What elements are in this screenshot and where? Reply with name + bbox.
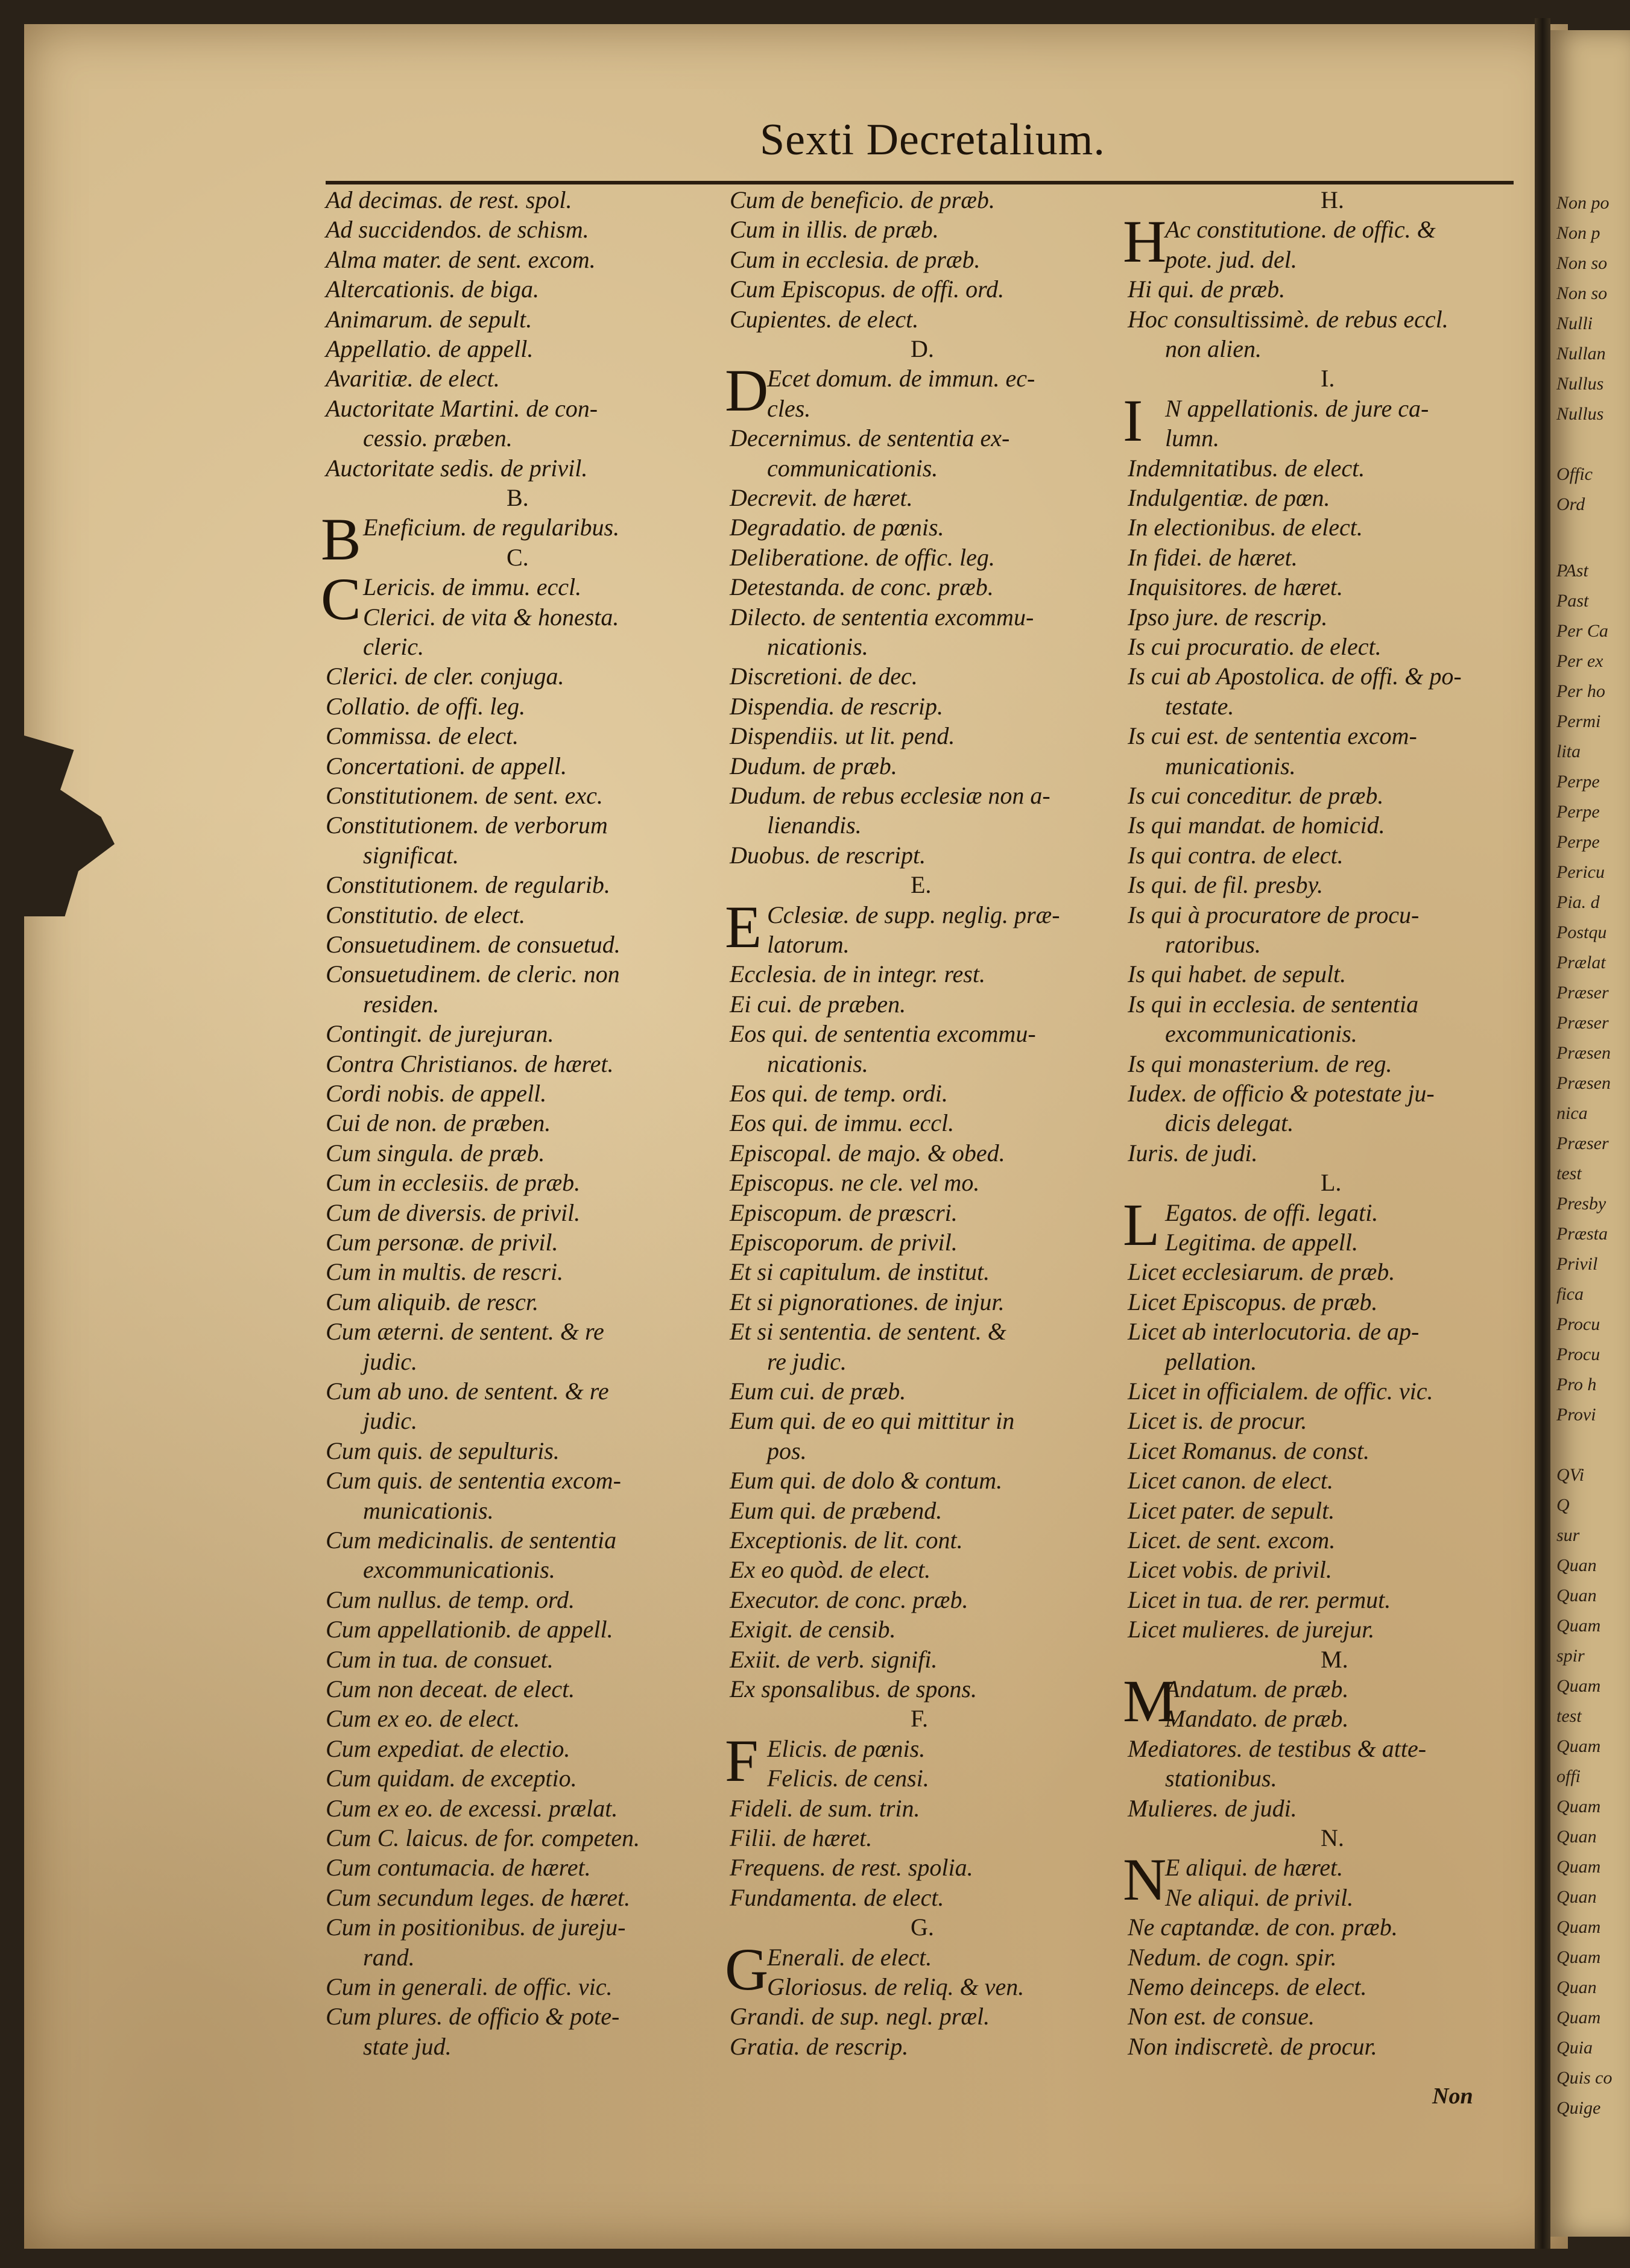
facing-page-text: Quam <box>1556 2008 1601 2027</box>
section-letter: H. <box>1321 186 1344 213</box>
index-entry: Exiit. de verb. signifi. <box>730 1645 938 1673</box>
index-entry: Mulieres. de judi. <box>1128 1794 1297 1822</box>
facing-page-text: spir <box>1556 1646 1585 1666</box>
section-letter: I. <box>1321 365 1335 392</box>
section-letter: C. <box>507 543 529 571</box>
index-entry: Licet in officialem. de offic. vic. <box>1128 1378 1433 1405</box>
index-entry: Cclesiæ. de supp. neglig. præ- <box>767 901 1060 928</box>
index-entry: Eum qui. de dolo & contum. <box>730 1467 1003 1495</box>
index-entry: Licet vobis. de privil. <box>1128 1556 1332 1584</box>
facing-page-text: Non po <box>1556 193 1609 213</box>
index-entry: Hoc consultissimè. de rebus eccl. <box>1128 305 1448 333</box>
index-entry: Commissa. de elect. <box>326 722 519 750</box>
facing-page-text: Per ho <box>1556 681 1605 701</box>
index-entry: Inquisitores. de hæret. <box>1128 573 1344 601</box>
index-entry: Ad decimas. de rest. spol. <box>326 186 572 213</box>
facing-page-text: Quam <box>1556 1736 1601 1756</box>
index-entry: Lericis. de immu. eccl. <box>363 573 582 601</box>
index-entry: Cum Episcopus. de offi. ord. <box>730 276 1005 303</box>
index-entry: Episcoporum. de privil. <box>730 1229 958 1256</box>
facing-page-text: test <box>1556 1164 1582 1183</box>
index-entry: Episcopum. de præscri. <box>730 1199 958 1226</box>
facing-page-text: lita <box>1556 742 1581 761</box>
drop-capital: H <box>1123 208 1167 276</box>
index-entry: Cum ex eo. de elect. <box>326 1705 520 1733</box>
index-entry: judic. <box>363 1347 417 1375</box>
index-entry: Cum singula. de præb. <box>326 1139 545 1167</box>
index-entry: Cum ab uno. de sentent. & re <box>326 1378 609 1405</box>
index-entry: lienandis. <box>767 811 862 839</box>
index-entry: Is qui contra. de elect. <box>1128 841 1344 869</box>
index-entry: Mediatores. de testibus & atte- <box>1128 1734 1427 1762</box>
index-entry: Licet mulieres. de jurejur. <box>1128 1616 1375 1643</box>
index-entry: Contra Christianos. de hæret. <box>326 1050 614 1077</box>
drop-capital: E <box>725 893 762 960</box>
index-entry: Cum ex eo. de excessi. prælat. <box>326 1794 618 1822</box>
index-entry: Fundamenta. de elect. <box>730 1883 944 1911</box>
index-entry: Licet is. de procur. <box>1128 1407 1307 1435</box>
index-entry: Constitutio. de elect. <box>326 901 526 928</box>
index-entry: judic. <box>363 1407 417 1435</box>
index-entry: Exceptionis. de lit. cont. <box>730 1526 963 1554</box>
index-entry: Deliberatione. de offic. leg. <box>730 543 995 571</box>
facing-page-text: Past <box>1556 591 1589 611</box>
index-entry: Gratia. de rescrip. <box>730 2032 909 2060</box>
facing-page-text: offi <box>1556 1766 1581 1786</box>
index-entry: Cui de non. de præben. <box>326 1109 551 1137</box>
index-entry: Mandato. de præb. <box>1165 1705 1349 1733</box>
index-entry: Concertationi. de appell. <box>326 752 567 780</box>
index-entry: Is cui est. de sententia excom- <box>1128 722 1417 750</box>
index-entry: latorum. <box>767 931 850 958</box>
index-entry: Dispendia. de rescrip. <box>730 692 944 720</box>
facing-page-text: Quan <box>1556 1586 1597 1605</box>
index-entry: Is cui procuratio. de elect. <box>1128 633 1382 660</box>
facing-page-text: sur <box>1556 1525 1580 1545</box>
index-entry: pos. <box>767 1437 807 1464</box>
index-entry: Cum medicinalis. de sententia <box>326 1526 617 1554</box>
facing-page-text: Quam <box>1556 1797 1601 1816</box>
facing-page-text: Quan <box>1556 1827 1597 1847</box>
index-entry: Episcopal. de majo. & obed. <box>730 1139 1005 1167</box>
index-entry: municationis. <box>363 1496 494 1524</box>
facing-page-text: Præser <box>1556 1133 1609 1153</box>
index-entry: Cum C. laicus. de for. competen. <box>326 1824 640 1851</box>
index-entry: communicationis. <box>767 454 938 482</box>
index-entry: cessio. præben. <box>363 424 513 452</box>
index-entry: Clerici. de cler. conjuga. <box>326 663 564 690</box>
index-entry: Is cui ab Apostolica. de offi. & po- <box>1128 663 1462 690</box>
index-entry: Cum in illis. de præb. <box>730 216 939 244</box>
facing-page-text: Quia <box>1556 2038 1593 2058</box>
facing-page-text: Pia. d <box>1556 892 1600 912</box>
index-entry: Degradatio. de pœnis. <box>730 514 944 541</box>
index-entry: stationibus. <box>1165 1765 1277 1792</box>
index-entry: Elicis. de pœnis. <box>767 1734 926 1762</box>
facing-page-text: Non so <box>1556 283 1608 303</box>
index-entry: Is qui mandat. de homicid. <box>1128 811 1385 839</box>
index-entry: Cupientes. de elect. <box>730 305 919 333</box>
index-entry: Enerali. de elect. <box>767 1943 932 1971</box>
index-entry: non alien. <box>1165 335 1262 362</box>
index-entry: Licet. de sent. excom. <box>1128 1526 1336 1554</box>
index-entry: Frequens. de rest. spolia. <box>730 1854 973 1882</box>
index-entry: Consuetudinem. de cleric. non <box>326 960 620 988</box>
facing-page-text: Per Ca <box>1556 621 1608 641</box>
index-entry: cles. <box>767 394 811 422</box>
facing-page-text: Quam <box>1556 1616 1601 1636</box>
facing-page-text: Perpe <box>1556 832 1600 852</box>
index-entry: Ad succidendos. de schism. <box>326 216 589 244</box>
facing-page-text: Præser <box>1556 1013 1609 1033</box>
drop-capital: D <box>725 357 769 424</box>
index-entry: Cum personæ. de privil. <box>326 1229 558 1256</box>
index-entry: nicationis. <box>767 1050 868 1077</box>
index-entry: Collatio. de offi. leg. <box>326 692 526 720</box>
index-entry: Filii. de hæret. <box>730 1824 873 1851</box>
index-entry: Et si sententia. de sentent. & <box>730 1318 1006 1346</box>
index-entry: Cum appellationib. de appell. <box>326 1616 613 1643</box>
index-entry: Licet in tua. de rer. permut. <box>1128 1586 1391 1613</box>
facing-page-text: Præser <box>1556 983 1609 1003</box>
index-entry: Is qui in ecclesia. de sententia <box>1128 990 1419 1018</box>
index-entry: Ex eo quòd. de elect. <box>730 1556 931 1584</box>
facing-page-text: Quige <box>1556 2098 1601 2118</box>
section-letter: B. <box>507 484 529 511</box>
index-entry: Executor. de conc. præb. <box>730 1586 968 1613</box>
drop-capital: B <box>321 506 361 573</box>
drop-capital: C <box>321 565 361 633</box>
index-entry: Cum æterni. de sentent. & re <box>326 1318 604 1346</box>
facing-page-text: Nullus <box>1556 404 1604 424</box>
facing-page-text: Nullus <box>1556 374 1604 394</box>
index-entry: In electionibus. de elect. <box>1128 514 1363 541</box>
index-entry: Ne captandæ. de con. præb. <box>1128 1914 1398 1941</box>
facing-page-text: Privil <box>1556 1254 1598 1274</box>
index-entry: Cum quis. de sepulturis. <box>326 1437 560 1464</box>
index-entry: Auctoritate Martini. de con- <box>326 394 598 422</box>
drop-capital: N <box>1123 1846 1167 1914</box>
index-entry: rand. <box>363 1943 415 1971</box>
facing-page-text: Quam <box>1556 1917 1601 1937</box>
index-entry: Licet Romanus. de const. <box>1128 1437 1370 1464</box>
index-entry: testate. <box>1165 692 1234 720</box>
index-entry: Dudum. de rebus ecclesiæ non a- <box>730 782 1050 809</box>
index-entry: Cum secundum leges. de hæret. <box>326 1883 631 1911</box>
index-entry: Nedum. de cogn. spir. <box>1128 1943 1337 1971</box>
index-entry: Ecet domum. de immun. ec- <box>767 365 1035 392</box>
section-letter: N. <box>1321 1824 1344 1851</box>
drop-capital: I <box>1123 386 1143 454</box>
index-entry: Fideli. de sum. trin. <box>730 1794 920 1822</box>
index-entry: excommunicationis. <box>363 1556 555 1584</box>
index-entry: Avaritiæ. de elect. <box>326 365 500 392</box>
index-entry: Cum in positionibus. de jureju- <box>326 1914 626 1941</box>
drop-capital: G <box>725 1935 769 2003</box>
index-entry: Non indiscretè. de procur. <box>1128 2032 1377 2060</box>
index-entry: residen. <box>363 990 440 1018</box>
index-entry: In fidei. de hæret. <box>1128 543 1298 571</box>
index-entry: Andatum. de præb. <box>1165 1675 1349 1703</box>
index-entry: municationis. <box>1165 752 1296 780</box>
index-entry: Et si capitulum. de institut. <box>730 1258 990 1286</box>
index-entry: Eum qui. de præbend. <box>730 1496 943 1524</box>
drop-capital: M <box>1123 1668 1177 1734</box>
facing-page-text: Per ex <box>1556 651 1603 671</box>
facing-page-text: Q <box>1556 1495 1570 1515</box>
index-entry: Alma mater. de sent. excom. <box>326 245 596 273</box>
facing-page-text: Postqu <box>1556 922 1607 942</box>
index-entry: cleric. <box>363 633 425 660</box>
index-entry: Decernimus. de sententia ex- <box>730 424 1010 452</box>
facing-page-text: Nulli <box>1556 313 1593 333</box>
index-entry: Indemnitatibus. de elect. <box>1128 454 1365 482</box>
index-entry: Cum in ecclesia. de præb. <box>730 245 981 273</box>
index-entry: Cum aliquib. de rescr. <box>326 1288 539 1315</box>
index-entry: Is qui. de fil. presby. <box>1128 871 1324 899</box>
index-entry: Grandi. de sup. negl. præl. <box>730 2003 990 2030</box>
facing-page-text: Procu <box>1556 1314 1600 1334</box>
index-entry: Cum in multis. de rescri. <box>326 1258 564 1286</box>
running-head: Sexti Decretalium. <box>760 115 1105 165</box>
index-entry: lumn. <box>1165 424 1219 452</box>
index-entry: Is qui monasterium. de reg. <box>1128 1050 1392 1077</box>
index-entry: pellation. <box>1165 1347 1257 1375</box>
index-entry: Clerici. de vita & honesta. <box>363 603 619 631</box>
index-entry: Duobus. de rescript. <box>730 841 926 869</box>
index-entry: Contingit. de jurejuran. <box>326 1020 554 1048</box>
index-entry: dicis delegat. <box>1165 1109 1294 1137</box>
facing-page-text: Perpe <box>1556 802 1600 822</box>
section-letter: F. <box>911 1705 929 1733</box>
facing-page-text: QVi <box>1556 1465 1585 1485</box>
index-entry: Cum de beneficio. de præb. <box>730 186 995 213</box>
index-entry: Altercationis. de biga. <box>326 276 540 303</box>
section-letter: D. <box>911 335 934 362</box>
index-entry: Ecclesia. de in integr. rest. <box>730 960 985 988</box>
facing-page-text: Ord <box>1556 494 1585 514</box>
index-entry: excommunicationis. <box>1165 1020 1357 1048</box>
index-entry: Gloriosus. de reliq. & ven. <box>767 1973 1025 2000</box>
index-entry: nicationis. <box>767 633 868 660</box>
index-entry: Non est. de consue. <box>1128 2003 1315 2030</box>
index-entry: Cum quidam. de exceptio. <box>326 1765 577 1792</box>
index-entry: Licet ecclesiarum. de præb. <box>1128 1258 1395 1286</box>
index-entry: Is qui habet. de sepult. <box>1128 960 1347 988</box>
index-entry: Licet ab interlocutoria. de ap- <box>1128 1318 1420 1346</box>
facing-page-text: test <box>1556 1706 1582 1726</box>
index-entry: Cum plures. de officio & pote- <box>326 2003 620 2030</box>
index-entry: Constitutionem. de verborum <box>326 811 608 839</box>
index-entry: Ei cui. de præben. <box>730 990 906 1018</box>
facing-page-text: PAst <box>1556 561 1588 581</box>
index-entry: Constitutionem. de sent. exc. <box>326 782 603 809</box>
index-entry: Eos qui. de sententia excommu- <box>730 1020 1036 1048</box>
facing-page-text: Permi <box>1556 711 1601 731</box>
facing-page-text: Procu <box>1556 1344 1600 1364</box>
facing-page-text: Provi <box>1556 1405 1596 1425</box>
index-entry: Licet canon. de elect. <box>1128 1467 1333 1495</box>
facing-page-text: Præsen <box>1556 1073 1611 1093</box>
index-entry: Cum in tua. de consuet. <box>326 1645 554 1673</box>
facing-page-text: Præsta <box>1556 1224 1608 1244</box>
facing-page-text: Non so <box>1556 253 1608 273</box>
facing-page-text: Pericu <box>1556 862 1605 882</box>
index-entry: Ipso jure. de rescrip. <box>1128 603 1328 631</box>
index-entry: E aliqui. de hæret. <box>1165 1854 1344 1882</box>
facing-page-text: Presby <box>1556 1194 1606 1214</box>
catchword: Non <box>1432 2084 1473 2109</box>
section-letter: E. <box>911 871 932 899</box>
index-entry: Is cui conceditur. de præb. <box>1128 782 1384 809</box>
facing-page-text: fica <box>1556 1284 1584 1304</box>
index-entry: Auctoritate sedis. de privil. <box>326 454 588 482</box>
index-entry: Iuris. de judi. <box>1128 1139 1258 1167</box>
index-entry: Egatos. de offi. legati. <box>1165 1199 1379 1226</box>
index-entry: Cordi nobis. de appell. <box>326 1080 547 1107</box>
index-entry: Ex sponsalibus. de spons. <box>730 1675 977 1703</box>
index-entry: Discretioni. de dec. <box>730 663 918 690</box>
facing-page-text: Quam <box>1556 1947 1601 1967</box>
facing-page-text: Quam <box>1556 1857 1601 1877</box>
index-entry: Dudum. de præb. <box>730 752 897 780</box>
facing-page-text: Quam <box>1556 1676 1601 1696</box>
index-entry: N appellationis. de jure ca- <box>1165 394 1429 422</box>
drop-capital: L <box>1123 1191 1160 1258</box>
section-letter: G. <box>911 1914 934 1941</box>
index-entry: Licet pater. de sepult. <box>1128 1496 1335 1524</box>
facing-page-text: Non p <box>1556 223 1600 243</box>
index-entry: Hi qui. de præb. <box>1128 276 1286 303</box>
facing-page-text: Præsen <box>1556 1043 1611 1063</box>
index-entry: Episcopus. ne cle. vel mo. <box>730 1169 980 1197</box>
index-entry: Dilecto. de sententia excommu- <box>730 603 1034 631</box>
index-entry: ratoribus. <box>1165 931 1261 958</box>
index-entry: Exigit. de censib. <box>730 1616 896 1643</box>
drop-capital: F <box>725 1727 759 1794</box>
index-entry: Decrevit. de hæret. <box>730 484 913 511</box>
index-entry: Legitima. de appell. <box>1165 1229 1358 1256</box>
index-entry: Eos qui. de immu. eccl. <box>730 1109 955 1137</box>
section-letter: M. <box>1321 1645 1348 1673</box>
index-entry: Ac constitutione. de offic. & <box>1165 216 1436 244</box>
index-entry: Cum nullus. de temp. ord. <box>326 1586 575 1613</box>
index-entry: Detestanda. de conc. præb. <box>730 573 994 601</box>
facing-page-text: nica <box>1556 1103 1588 1123</box>
index-entry: Appellatio. de appell. <box>326 335 534 362</box>
index-entry: state jud. <box>363 2032 452 2060</box>
facing-page-text: Perpe <box>1556 772 1600 792</box>
index-entry: Cum in generali. de offic. vic. <box>326 1973 613 2000</box>
index-entry: Felicis. de censi. <box>767 1765 929 1792</box>
index-entry: Cum non deceat. de elect. <box>326 1675 575 1703</box>
facing-page-text: Prælat <box>1556 953 1606 972</box>
facing-page-text: Quan <box>1556 1555 1597 1575</box>
index-entry: Eum qui. de eo qui mittitur in <box>730 1407 1015 1435</box>
index-entry: Iudex. de officio & potestate ju- <box>1128 1080 1435 1107</box>
index-entry: significat. <box>363 841 459 869</box>
index-entry: Cum de diversis. de privil. <box>326 1199 581 1226</box>
index-entry: Nemo deinceps. de elect. <box>1128 1973 1367 2000</box>
index-entry: Licet Episcopus. de præb. <box>1128 1288 1378 1315</box>
index-entry: Consuetudinem. de consuetud. <box>326 931 621 958</box>
index-entry: Eum cui. de præb. <box>730 1378 906 1405</box>
index-entry: Eos qui. de temp. ordi. <box>730 1080 948 1107</box>
index-entry: Animarum. de sepult. <box>326 305 532 333</box>
index-entry: Dispendiis. ut lit. pend. <box>730 722 955 750</box>
index-entry: re judic. <box>767 1347 847 1375</box>
index-entry: pote. jud. del. <box>1165 245 1297 273</box>
facing-page-text: Quan <box>1556 1977 1597 1997</box>
index-entry: Cum quis. de sententia excom- <box>326 1467 621 1495</box>
facing-page-text: Nullan <box>1556 344 1606 364</box>
index-entry: Is qui à procuratore de procu- <box>1128 901 1420 928</box>
index-entry: Indulgentiæ. de pœn. <box>1128 484 1330 511</box>
index-entry: Cum in ecclesiis. de præb. <box>326 1169 581 1197</box>
facing-page-text: Pro h <box>1556 1375 1597 1394</box>
facing-page-text: Quan <box>1556 1887 1597 1907</box>
index-entry: Ne aliqui. de privil. <box>1165 1883 1354 1911</box>
index-entry: Et si pignorationes. de injur. <box>730 1288 1005 1315</box>
index-entry: Cum expediat. de electio. <box>326 1734 570 1762</box>
index-entry: Cum contumacia. de hæret. <box>326 1854 591 1882</box>
facing-page-text: Offic <box>1556 464 1593 484</box>
facing-page-text: Quis co <box>1556 2068 1613 2088</box>
index-entry: Constitutionem. de regularib. <box>326 871 610 899</box>
section-letter: L. <box>1321 1169 1342 1197</box>
index-entry: Eneficium. de regularibus. <box>363 514 620 541</box>
